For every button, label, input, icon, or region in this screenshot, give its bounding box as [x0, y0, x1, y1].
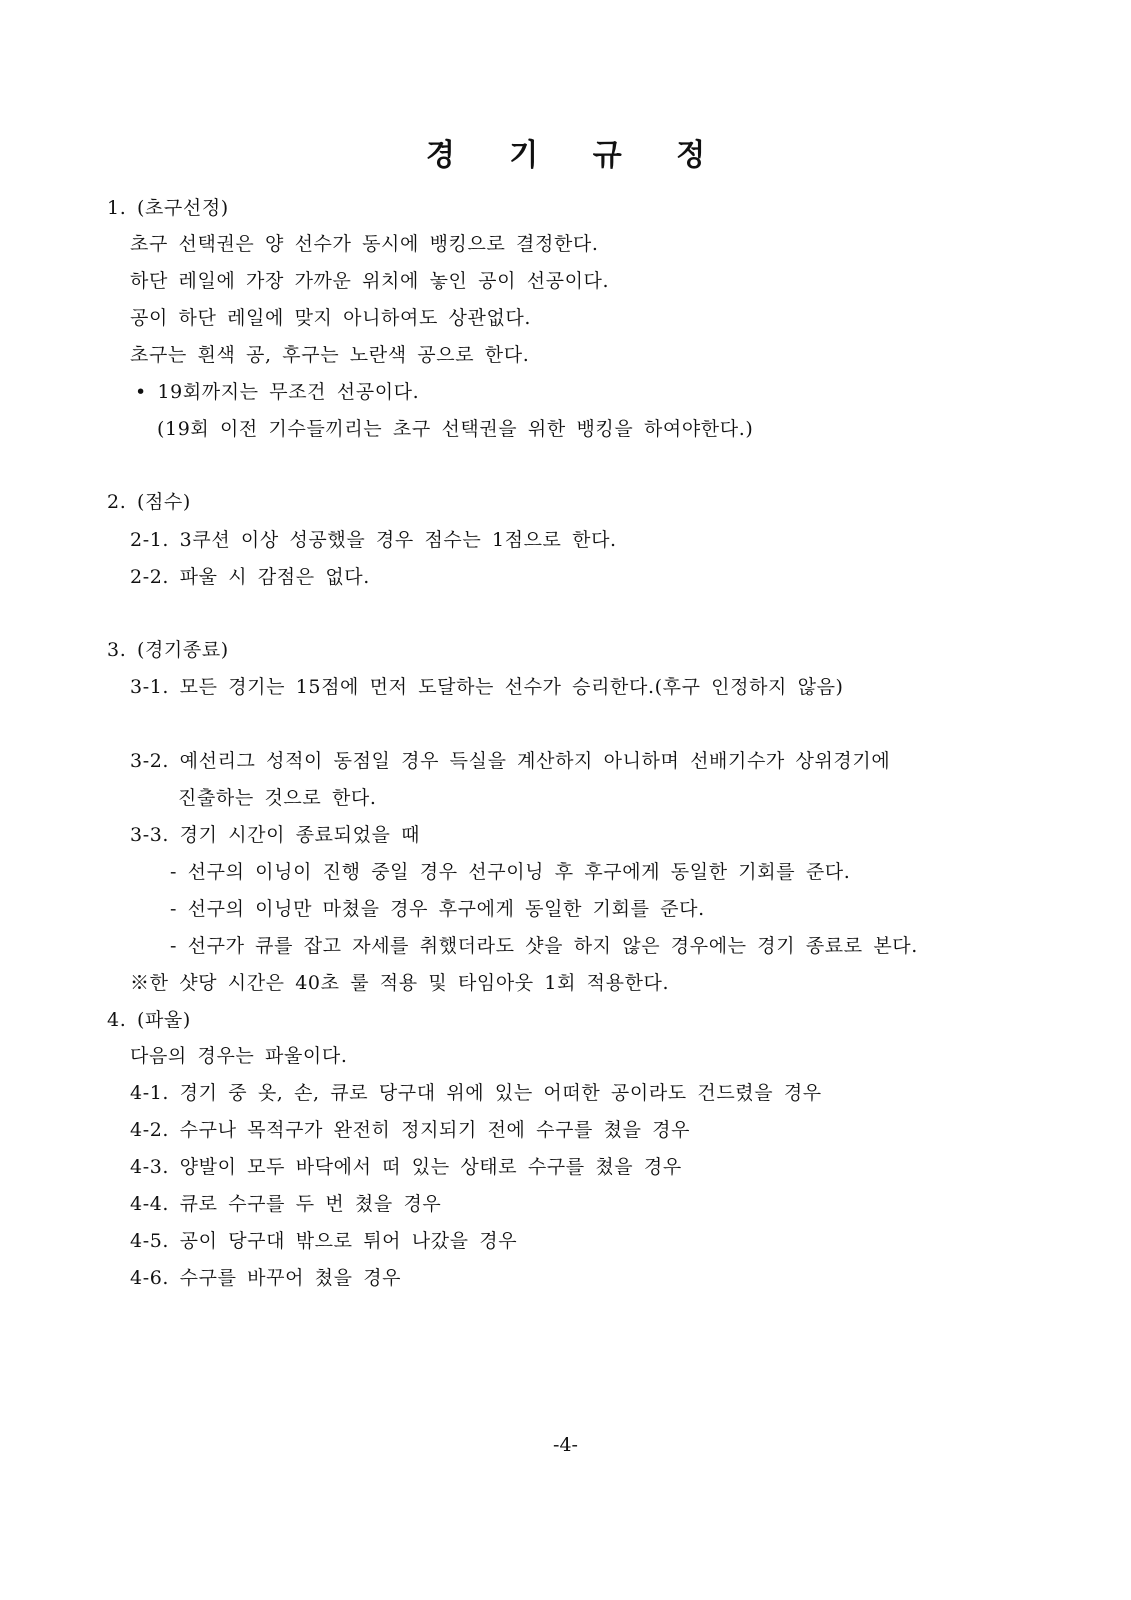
- section-3-dash-1: - 선구의 이닝이 진행 중일 경우 선구이닝 후 후구에게 동일한 기회를 준다.: [170, 861, 851, 883]
- section-1-bullet: • 19회까지는 무조건 선공이다.: [135, 381, 420, 403]
- section-2-heading: 2. (점수): [107, 491, 191, 513]
- section-2-line-2: 2-2. 파울 시 감점은 없다.: [130, 566, 370, 588]
- page-number: -4-: [553, 1434, 578, 1456]
- section-4-line-3: 4-3. 양발이 모두 바닥에서 떠 있는 상태로 수구를 쳤을 경우: [130, 1156, 682, 1178]
- section-3-rule-1: 3-1. 모든 경기는 15점에 먼저 도달하는 선수가 승리한다.(후구 인정하지 않음): [130, 676, 844, 698]
- section-3-note: ※한 샷당 시간은 40초 룰 적용 및 타임아웃 1회 적용한다.: [130, 972, 670, 994]
- section-4-line-2: 4-2. 수구나 목적구가 완전히 정지되기 전에 수구를 쳤을 경우: [130, 1119, 691, 1141]
- section-4-intro: 다음의 경우는 파울이다.: [130, 1045, 348, 1067]
- section-1-bullet-note: (19회 이전 기수들끼리는 초구 선택권을 위한 뱅킹을 하여야한다.): [157, 418, 754, 440]
- section-4-line-5: 4-5. 공이 당구대 밖으로 튀어 나갔을 경우: [130, 1230, 518, 1252]
- section-1-line-3: 공이 하단 레일에 맞지 아니하여도 상관없다.: [130, 307, 532, 329]
- section-1-line-4: 초구는 흰색 공, 후구는 노란색 공으로 한다.: [130, 344, 530, 366]
- section-3-heading: 3. (경기종료): [107, 639, 229, 661]
- section-3-dash-2: - 선구의 이닝만 마쳤을 경우 후구에게 동일한 기회를 준다.: [170, 898, 705, 920]
- section-1-heading: 1. (초구선정): [107, 197, 229, 219]
- section-4-line-4: 4-4. 큐로 수구를 두 번 쳤을 경우: [130, 1193, 442, 1215]
- section-4-line-1: 4-1. 경기 중 옷, 손, 큐로 당구대 위에 있는 어떠한 공이라도 건드렸을 경우: [130, 1082, 822, 1104]
- section-3-rule-2: 3-2. 예선리그 성적이 동점일 경우 득실을 계산하지 아니하며 선배기수가 상위경기에: [130, 750, 891, 772]
- section-3-dash-3: - 선구가 큐를 잡고 자세를 취했더라도 샷을 하지 않은 경우에는 경기 종료로 본다.: [170, 935, 918, 957]
- section-1-line-1: 초구 선택권은 양 선수가 동시에 뱅킹으로 결정한다.: [130, 233, 599, 255]
- section-4-line-6: 4-6. 수구를 바꾸어 쳤을 경우: [130, 1267, 402, 1289]
- section-2-line-1: 2-1. 3쿠션 이상 성공했을 경우 점수는 1점으로 한다.: [130, 529, 617, 551]
- page-title: 경 기 규 정: [425, 138, 728, 173]
- section-4-heading: 4. (파울): [107, 1009, 191, 1031]
- section-1-line-2: 하단 레일에 가장 가까운 위치에 놓인 공이 선공이다.: [130, 270, 610, 292]
- section-3-rule-2-continued: 진출하는 것으로 한다.: [178, 787, 377, 809]
- section-3-rule-3: 3-3. 경기 시간이 종료되었을 때: [130, 824, 421, 846]
